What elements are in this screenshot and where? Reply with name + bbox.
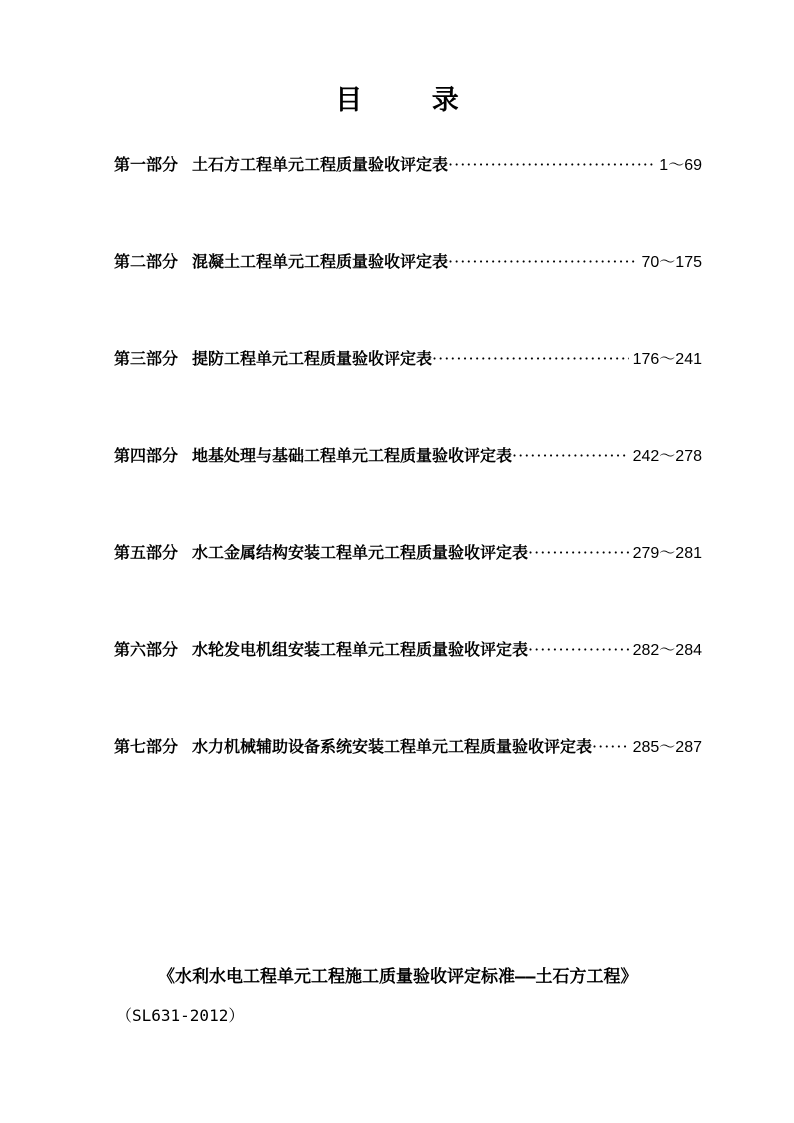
toc-entry-part-5[interactable] bbox=[114, 540, 702, 637]
toc-dot-leader bbox=[432, 349, 629, 368]
toc-page-range: 282～284 bbox=[632, 642, 702, 659]
standard-code: （SL631-2012） bbox=[116, 1006, 245, 1025]
table-of-contents bbox=[114, 152, 702, 831]
toc-dot-leader bbox=[448, 252, 637, 271]
toc-page-range: 176～241 bbox=[632, 351, 702, 368]
toc-dot-leader bbox=[528, 543, 629, 562]
toc-part-label: 第二部分 bbox=[114, 252, 179, 271]
toc-title: 地基处理与基础工程单元工程质量验收评定表 bbox=[192, 446, 513, 465]
toc-title: 水力机械辅助设备系统安装工程单元工程质量验收评定表 bbox=[192, 737, 593, 756]
toc-part-label: 第五部分 bbox=[114, 543, 179, 562]
toc-dot-leader bbox=[528, 640, 629, 659]
toc-page-range: 70～175 bbox=[641, 254, 702, 271]
toc-part-label: 第三部分 bbox=[114, 349, 179, 368]
toc-dot-leader bbox=[448, 155, 655, 174]
toc-title: 水轮发电机组安装工程单元工程质量验收评定表 bbox=[192, 640, 529, 659]
toc-part-label: 第一部分 bbox=[114, 155, 179, 174]
toc-title: 土石方工程单元工程质量验收评定表 bbox=[192, 155, 449, 174]
page-title: 目 录 bbox=[335, 85, 489, 116]
toc-page-range: 242～278 bbox=[632, 448, 702, 465]
toc-dot-leader bbox=[592, 737, 629, 756]
toc-part-label: 第六部分 bbox=[114, 640, 179, 659]
toc-entry-part-1[interactable] bbox=[114, 152, 702, 249]
toc-part-label: 第七部分 bbox=[114, 737, 179, 756]
toc-page-range: 1～69 bbox=[659, 157, 702, 174]
toc-entry-part-3[interactable] bbox=[114, 346, 702, 443]
toc-title: 混凝土工程单元工程质量验收评定表 bbox=[192, 252, 449, 271]
toc-entry-part-6[interactable] bbox=[114, 637, 702, 734]
toc-entry-part-4[interactable] bbox=[114, 443, 702, 540]
toc-page-range: 285～287 bbox=[632, 739, 702, 756]
toc-entry-part-7[interactable] bbox=[114, 734, 702, 831]
toc-dot-leader bbox=[512, 446, 629, 465]
toc-page-range: 279～281 bbox=[632, 545, 702, 562]
toc-title: 水工金属结构安装工程单元工程质量验收评定表 bbox=[192, 543, 529, 562]
toc-entry-part-2[interactable] bbox=[114, 249, 702, 346]
toc-title: 提防工程单元工程质量验收评定表 bbox=[192, 349, 433, 368]
standard-title: 《水利水电工程单元工程施工质量验收评定标准——土石方工程》 bbox=[158, 967, 638, 987]
toc-part-label: 第四部分 bbox=[114, 446, 179, 465]
